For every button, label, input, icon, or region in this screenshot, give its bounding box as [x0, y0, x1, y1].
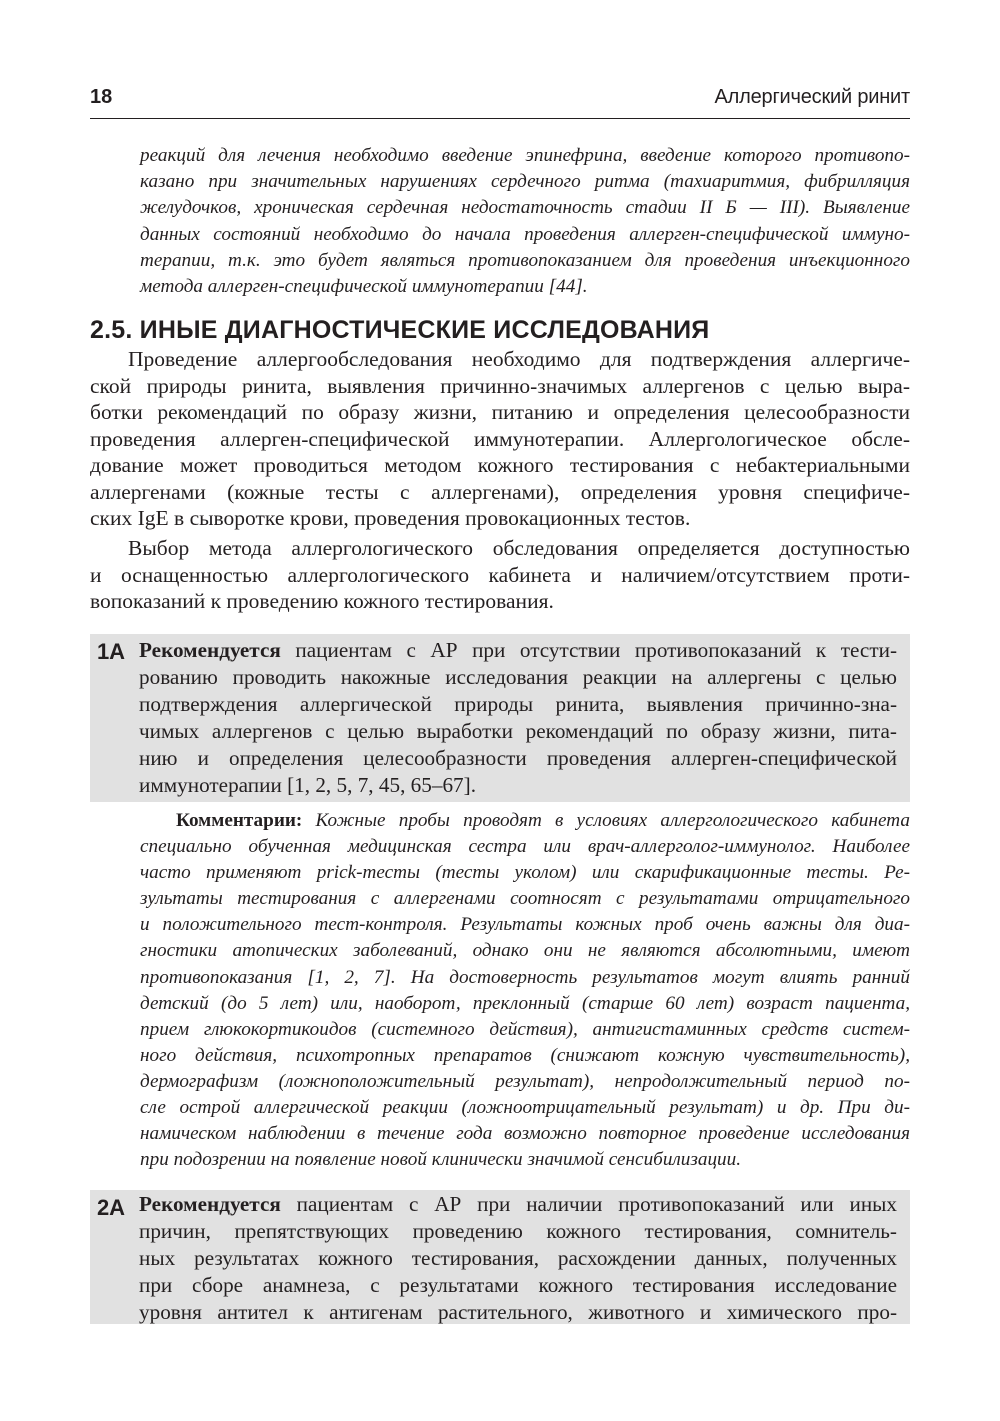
text-line: дермографизм (ложноположительный результат), непродолжительный период по-: [140, 1070, 910, 1092]
recommendation-box-2a: [90, 1190, 910, 1324]
text-line: гностики атопических заболеваний, однако они не являются абсолютными, имеют: [140, 940, 910, 962]
text-line: реакций для лечения необходимо введение эпинефрина, введение которого противопо-: [140, 145, 910, 166]
text-line: иммунотерапии [1, 2, 5, 7, 45, 65–67].: [139, 773, 477, 797]
text-line: нию и определения целесообразности проведения аллерген-специфической: [139, 746, 897, 770]
text-line: метода аллерген-специфической иммунотерапии [44].: [140, 276, 588, 298]
running-title: Аллергический ринит: [714, 86, 910, 108]
text-line: при сборе анамнеза, с результатами кожного тестирования исследование: [139, 1273, 897, 1297]
text-line: при подозрении на появление новой клинически значимой сенсибилизации.: [140, 1149, 742, 1171]
text-line: дование может проводиться методом кожного тестирования с небактериальными: [90, 453, 910, 477]
text-line: подтверждения аллергической природы ринита, выявления причинно-зна-: [139, 692, 897, 716]
text-line: ской природы ринита, выявления причинно-значимых аллергенов с целью выра-: [90, 373, 910, 398]
text-line: уровня антител к антигенам растительного, животного и химического про-: [139, 1300, 897, 1324]
text-line: и положительного тест-контроля. Результаты кожных проб очень важны для диа-: [140, 914, 910, 936]
text-line: часто применяют prick-тесты (тесты уколом) или скарификационные тесты. Ре-: [140, 862, 910, 884]
recommendation-lead: Рекомендуется: [139, 1192, 281, 1216]
text-line: аллергенами (кожные тесты с аллергенами), определения уровня специфиче-: [90, 479, 910, 504]
text-line: вопоказаний к проведению кожного тестирования.: [90, 589, 554, 613]
text-line: терапии, т.к. это будет являться противопоказанием для проведения инъекционного: [140, 249, 910, 271]
text-line: зультаты тестирования с аллергенами соотносят с результатами отрицательного: [140, 888, 910, 910]
text-line: [139, 1191, 897, 1218]
text-line: [139, 637, 897, 664]
page-number: 18: [90, 86, 113, 108]
body-paragraph-1: [90, 346, 910, 532]
text-line: Проведение аллергообследования необходимо для подтверждения аллергиче-: [128, 347, 910, 371]
text-line: ного действия, психотропных препаратов (снижают кожную чувствительность),: [140, 1044, 910, 1066]
section-heading: 2.5. ИНЫЕ ДИАГНОСТИЧЕСКИЕ ИССЛЕДОВАНИЯ: [90, 316, 710, 344]
text-line: [140, 808, 910, 834]
text-line: рованию проводить накожные исследования реакции на аллергены с целью: [139, 665, 897, 689]
recommendation-lead: Рекомендуется: [139, 638, 281, 662]
text-line: причин, препятствующих проведению кожного тестирования, сомнитель-: [139, 1219, 897, 1243]
text-line: прием глюкокортикоидов (системного действия), антигистаминных средств систем-: [140, 1018, 910, 1040]
comments-block: [140, 808, 910, 1173]
comments-label: Комментарии:: [176, 810, 303, 831]
text-line: желудочков, хроническая сердечная недостаточность стадии II Б — III). Выявление: [140, 197, 910, 219]
comments-first-line: Кожные пробы проводят в условиях аллергологического кабинета: [302, 810, 910, 831]
recommendation-level-badge: 2A: [96, 1195, 126, 1220]
body-paragraph-2: [90, 535, 910, 615]
text-line: противопоказания [1, 2, 7]. На достоверность результатов могут влиять ранний: [140, 966, 910, 988]
text-line: ботки рекомендаций по образу жизни, питанию и определения целесообразности: [90, 400, 910, 424]
page-header: [90, 80, 910, 119]
text-line: данных состояний необходимо до начала проведения аллерген-специфической иммуно-: [140, 223, 910, 245]
recommendation-text: [139, 1191, 897, 1326]
recommendation-level-badge: 1A: [96, 639, 126, 664]
italic-continuation-block: [140, 143, 910, 300]
recommendation-first-line: пациентам с АР при наличии противопоказаний или иных: [280, 1192, 897, 1216]
text-line: детский (до 5 лет) или, наоборот, преклонный (старше 60 лет) возраст пациента,: [140, 992, 910, 1014]
text-line: и оснащенностью аллергологического кабинета и наличием/отсутствием проти-: [90, 562, 910, 587]
text-line: ных результатах кожного тестирования, расхождении данных, полученных: [139, 1246, 897, 1270]
text-line: Выбор метода аллергологического обследования определяется доступностью: [128, 536, 910, 560]
text-line: сле острой аллергической реакции (ложноотрицательный результат) и др. При ди-: [140, 1097, 910, 1119]
text-line: намическом наблюдении в течение года возможно повторное проведение исследования: [140, 1123, 910, 1145]
text-line: проведения аллерген-специфической иммунотерапии. Аллергологическое обсле-: [90, 426, 910, 451]
recommendation-box-1a: [90, 634, 910, 802]
text-line: специально обученная медицинская сестра или врач-аллерголог-иммунолог. Наиболее: [140, 836, 910, 858]
text-line: казано при значительных нарушениях сердечного ритма (тахиаритмия, фибрилляция: [140, 171, 910, 193]
recommendation-first-line: пациентам с АР при отсутствии противопоказаний к тести-: [280, 638, 897, 662]
recommendation-text: [139, 637, 897, 799]
text-line: ских IgE в сыворотке крови, проведения провокационных тестов.: [90, 506, 691, 530]
text-line: чимых аллергенов с целью выработки рекомендаций по образу жизни, пита-: [139, 719, 897, 743]
